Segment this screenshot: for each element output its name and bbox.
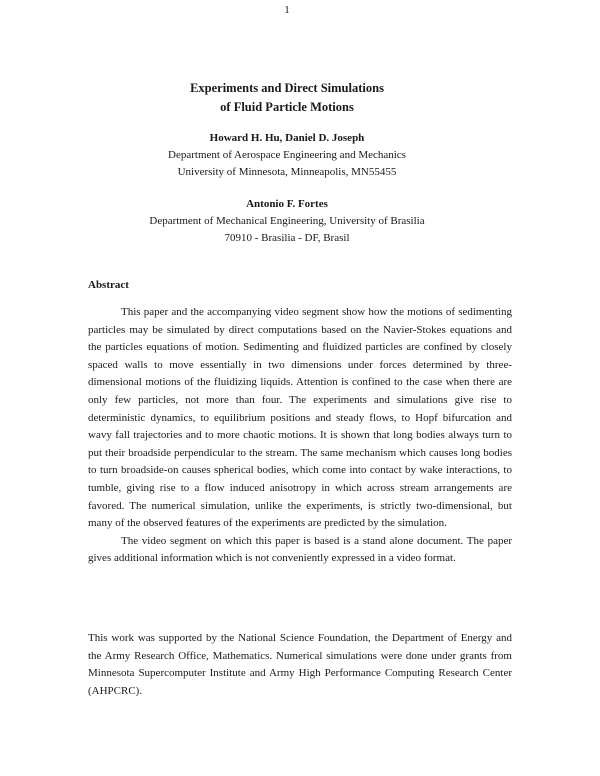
paper-title <box>0 79 574 117</box>
abstract-paragraph: The video segment on which this paper is based is a stand alone document. The paper gives additional information which is not conveniently expressed in a video format. <box>88 534 512 565</box>
author-names: Antonio F. Fortes <box>246 198 328 210</box>
author-block-2 <box>0 196 574 247</box>
title-line-2: of Fluid Particle Motions <box>220 100 354 114</box>
affiliation-line: University of Minnesota, Minneapolis, MN55455 <box>177 166 397 178</box>
abstract-paragraph: This paper and the accompanying video segment show how the motions of sedimenting particles may be simulated by direct computations based on the Navier-Stokes equations and the particles equations of motion. Sedimenting and fluidized particles are confined by closely spaced walls to move essentially in two dimensions under forces determined by three-dimensional motions of the fluidizing liquids. Attention is confined to the case when there are only few particles, not more than four. The experiments and simulations give rise to deterministic dynamics, to equilibrium positions and steady flows, to Hopf bifurcation and wavy fall trajectories and to more chaotic motions. It is shown that long bodies always turn to put their broadside perpendicular to the stream. The same mechanism which causes long bodies to turn broadside-on causes spherical bodies, which come into contact by wake interactions, to tumble, giving rise to a flow induced anisotropy in which across stream arrangements are favored. The numerical simulation, unlike the experiments, is strictly two-dimensional, but many of the observed features of the experiments are predicted by the simulation. <box>88 306 512 530</box>
abstract-heading: Abstract <box>88 279 129 291</box>
affiliation-line: Department of Aerospace Engineering and Mechanics <box>168 149 406 161</box>
affiliation-line: 70910 - Brasilia - DF, Brasil <box>224 232 350 244</box>
author-names: Howard H. Hu, Daniel D. Joseph <box>209 132 365 144</box>
acknowledgment <box>88 630 512 700</box>
affiliation-line: Department of Mechanical Engineering, University of Brasilia <box>149 215 425 227</box>
acknowledgment-paragraph: This work was supported by the National Science Foundation, the Department of Energy and the Army Research Office, Mathematics. Numerical simulations were done under grants from Minnesota Supercomputer Institute and Army High Performance Computing Research Center (AHPCRC). <box>88 632 512 697</box>
title-line-1: Experiments and Direct Simulations <box>190 81 384 95</box>
abstract-body <box>88 304 512 568</box>
author-block-1 <box>0 130 574 181</box>
page-number: 1 <box>284 4 290 16</box>
